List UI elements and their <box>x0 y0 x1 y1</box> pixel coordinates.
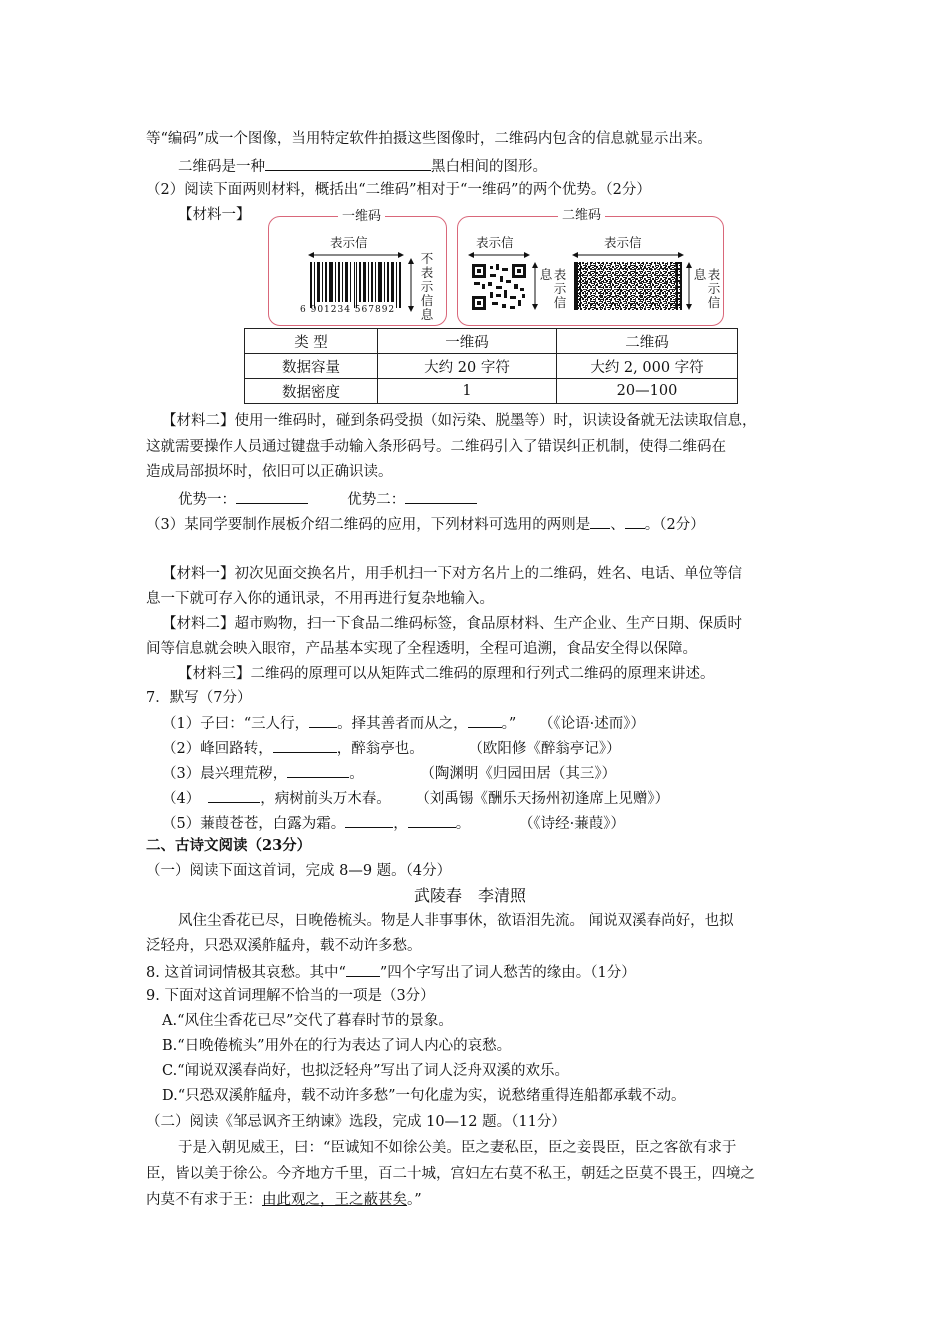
recite-text: 。 <box>349 766 364 782</box>
vertical-annotation: 表 示 信 <box>553 267 567 310</box>
question-stem: （2）阅读下面两则材料，概括出“二维码”相对于“一维码”的两个优势。（2分） <box>146 182 651 198</box>
source-text: （《论语·述而》） <box>538 716 646 732</box>
table-row <box>245 379 738 404</box>
option-c: C.“闻说双溪春尚好，也拟泛轻舟”写出了词人泛舟双溪的欢乐。 <box>162 1063 570 1079</box>
recite-text: 。择其善者而从之， <box>337 716 468 732</box>
question-text: 8. 这首词词情极其哀愁。其中“ <box>146 965 346 981</box>
recite-item <box>162 812 625 834</box>
vertical-annotation: 不 表 示 信 息 <box>420 251 434 322</box>
recite-text: （3）晨兴理荒秽， <box>162 766 288 782</box>
answer-blank[interactable] <box>468 712 502 728</box>
answer-blank[interactable] <box>408 812 456 828</box>
poem-text: 风住尘香花已尽，日晚倦梳头。物是人非事事休，欲语泪先流。 闻说双溪春尚好，也拟 <box>178 913 734 929</box>
material-text: 息一下就可存入你的通讯录，不用再进行复杂地输入。 <box>146 591 494 607</box>
table-header-row <box>245 329 738 354</box>
prose-segment: 内莫不有求于王： <box>146 1192 262 1208</box>
table-header-cell: 一维码 <box>378 329 557 354</box>
table-header-cell: 类 型 <box>245 329 378 354</box>
annotation: 表示信 <box>604 235 642 250</box>
source-text: （欧阳修《醉翁亭记》） <box>468 741 621 757</box>
text-line: 等“编码”成一个图像，当用特定软件拍摄这些图像时，二维码内包含的信息就显示出来。 <box>146 131 712 147</box>
prose-text: 于是入朝见威王，曰：“臣诚知不如徐公美。臣之妻私臣，臣之妾畏臣，臣之客欲有求于 <box>178 1140 737 1156</box>
question-text: （3）某同学要制作展板介绍二维码的应用，下列材料可选用的两则是 <box>146 517 591 533</box>
option-d: D.“只恐双溪舴艋舟，载不动许多愁”一句化虚为实，说愁绪重得连船都承载不动。 <box>162 1088 686 1104</box>
recite-text: （1）子曰：“三人行， <box>162 716 310 732</box>
figure-label: 二维码 <box>558 208 605 224</box>
recite-item <box>162 737 621 759</box>
advantage-label: 优势二： <box>347 492 406 508</box>
answer-blank[interactable] <box>236 488 308 504</box>
section-title: 二、古诗文阅读（23分） <box>146 837 312 854</box>
width-arrow-icon <box>572 250 684 260</box>
answer-blank[interactable] <box>345 812 393 828</box>
material-text: 造成局部损坏时，依旧可以正确识读。 <box>146 464 393 480</box>
option-a: A.“风住尘香花已尽”交代了暮春时节的景象。 <box>162 1013 453 1029</box>
table-cell: 20—100 <box>557 379 738 404</box>
underlined-sentence: 由此观之，王之蔽甚矣 <box>262 1192 407 1208</box>
comparison-table <box>244 328 738 404</box>
material-text: 【材料三】二维码的原理可以从矩阵式二维码的原理和行列式二维码的原理来讲述。 <box>178 666 715 682</box>
vertical-annotation: 表 示 信 <box>707 267 721 310</box>
prose-segment: 。” <box>407 1192 422 1208</box>
barcode-digits: 6 901234 567892 <box>300 305 396 315</box>
material-text: 这就需要操作人员通过键盘手动输入条形码号。二维码引入了错误纠正机制，使得二维码在 <box>146 439 726 455</box>
recite-text: ， <box>393 816 408 832</box>
annotation: 表示信 <box>330 235 368 250</box>
prose-text <box>146 1190 422 1210</box>
table-cell: 数据容量 <box>245 354 378 379</box>
advantage-line <box>178 488 477 510</box>
material-text: 【材料一】初次见面交换名片，用手机扫一下对方名片上的二维码，姓名、电话、单位等信 <box>162 566 742 582</box>
advantage-label: 优势一： <box>178 492 236 508</box>
material-text: 【材料二】超市购物，扫一下食品二维码标签，食品原材料、生产企业、生产日期、保质时 <box>162 616 742 632</box>
answer-blank[interactable] <box>625 513 645 529</box>
recite-text: （2）峰回路转， <box>162 741 273 757</box>
poem-text: 泛轻舟，只恐双溪舴艋舟，载不动许多愁。 <box>146 938 422 954</box>
recite-item <box>162 787 669 809</box>
material-label: 【材料一】 <box>178 207 251 223</box>
question-item: 9. 下面对这首词理解不恰当的一项是（3分） <box>146 988 435 1004</box>
recite-text: （5）蒹葭苍苍，白露为霜。 <box>162 816 346 832</box>
vertical-annotation: 息 <box>539 267 553 282</box>
figure-label: 一维码 <box>338 209 385 225</box>
height-arrow-icon <box>406 258 416 312</box>
source-text: （刘禹锡《酬乐天扬州初逢席上见赠》） <box>415 791 670 807</box>
answer-blank[interactable] <box>590 513 610 529</box>
answer-blank[interactable] <box>273 737 337 753</box>
question-text: 、 <box>610 517 625 533</box>
question-stem: （二）阅读《邹忌讽齐王纳谏》选段，完成 10—12 题。（11分） <box>146 1114 566 1130</box>
question-stem <box>146 513 705 535</box>
poem-title: 武陵春 李清照 <box>414 886 527 905</box>
question-title: 7．默写（7分） <box>146 690 252 706</box>
question-text: 黑白相间的图形。 <box>431 159 547 175</box>
table-cell: 数据密度 <box>245 379 378 404</box>
recite-text: 。 <box>455 816 471 832</box>
table-cell: 1 <box>378 379 557 404</box>
pdf417-code-icon <box>574 262 682 310</box>
answer-blank[interactable] <box>208 787 260 803</box>
recite-item <box>162 712 645 734</box>
question-text: ”四个字写出了词人愁苦的缘由。（1分） <box>379 965 636 981</box>
answer-blank[interactable] <box>405 488 477 504</box>
recite-text: ，醉翁亭也。 <box>336 741 424 757</box>
fill-question <box>178 155 547 177</box>
answer-blank[interactable] <box>287 762 349 778</box>
option-b: B.“日晚倦梳头”用外在的行为表达了词人内心的哀愁。 <box>162 1038 512 1054</box>
question-text: 。（2分） <box>644 517 705 533</box>
recite-text: 。” <box>501 716 517 732</box>
answer-blank[interactable] <box>309 712 337 728</box>
question-item <box>146 961 636 983</box>
vertical-annotation: 息 <box>693 267 707 282</box>
qr-code-icon <box>472 264 526 310</box>
answer-blank[interactable] <box>346 961 380 977</box>
question-text: 二维码是一种 <box>178 159 265 175</box>
table-header-cell: 二维码 <box>557 329 738 354</box>
answer-blank[interactable] <box>265 155 431 171</box>
question-stem: （一）阅读下面这首词，完成 8—9 题。（4分） <box>146 863 452 879</box>
annotation: 表示信 <box>476 235 514 250</box>
source-text: （《诗经·蒹葭》） <box>518 816 625 832</box>
recite-item <box>162 762 616 784</box>
recite-text: （4） <box>162 791 201 807</box>
recite-text: ，病树前头万木春。 <box>260 791 391 807</box>
table-cell: 大约 2, 000 字符 <box>557 354 738 379</box>
material-text: 间等信息就会映入眼帘，产品基本实现了全程透明，全程可追溯，食品安全得以保障。 <box>146 641 697 657</box>
table-cell: 大约 20 字符 <box>378 354 557 379</box>
barcode-icon <box>310 262 402 308</box>
table-row <box>245 354 738 379</box>
source-text: （陶渊明《归园田居（其三》） <box>420 766 617 782</box>
width-arrow-icon <box>308 250 404 260</box>
width-arrow-icon <box>468 250 530 260</box>
prose-text: 臣，皆以美于徐公。今齐地方千里，百二十城，宫妇左右莫不私王，朝廷之臣莫不畏王，四境之 <box>146 1166 755 1182</box>
material-text: 【材料二】使用一维码时，碰到条码受损（如污染、脱墨等）时，识读设备就无法读取信息， <box>162 413 757 429</box>
